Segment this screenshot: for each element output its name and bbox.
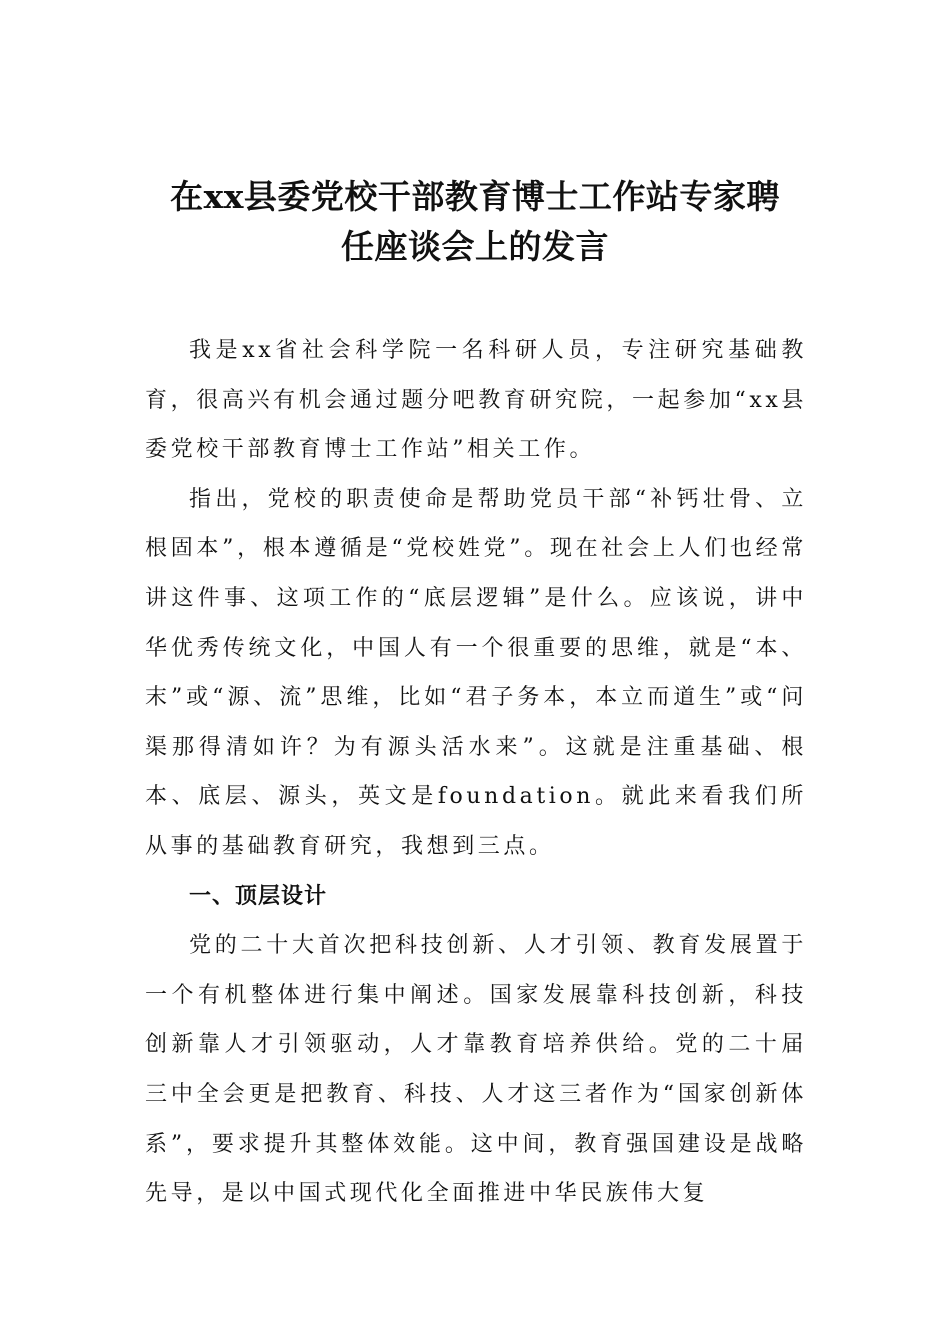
paragraph-intro: 我是xx省社会科学院一名科研人员，专注研究基础教育，很高兴有机会通过题分吧教育研究院，一起参加“xx县委党校干部教育博士工作站”相关工作。 [145,338,807,463]
paragraph-party-school: 指出，党校的职责使命是帮助党员干部“补钙壮骨、立根固本”，根本遵循是“党校姓党”。现在社会上人们也经常讲这件事、这项工作的“底层逻辑”是什么。应该说，讲中华优秀传统文化，中国人有一个很重要的思维，就是“本、末”或“源、流”思维，比如“君子务本，本立而道生”或“问渠那得清如许？为有源头活水来”。这就是注重基础、根本、底层、源头，英文是foundation。就此来看我们所从事的基础教育研究，我想到三点。 [145,486,807,859]
document-title [120,172,830,272]
title-line-1: 在xx县委党校干部教育博士工作站专家聘 [170,177,780,216]
section-heading-top-level-design: 一、顶层设计 [189,883,328,909]
title-line-2: 任座谈会上的发言 [341,227,609,266]
paragraph-top-level-design: 党的二十大首次把科技创新、人才引领、教育发展置于一个有机整体进行集中阐述。国家发展靠科技创新，科技创新靠人才引领驱动，人才靠教育培养供给。党的二十届三中全会更是把教育、科技、人才这三者作为“国家创新体系”，要求提升其整体效能。这中间，教育强国建设是战略先导，是以中国式现代化全面推进中华民族伟大复 [145,933,807,1207]
document-body [145,326,807,1219]
